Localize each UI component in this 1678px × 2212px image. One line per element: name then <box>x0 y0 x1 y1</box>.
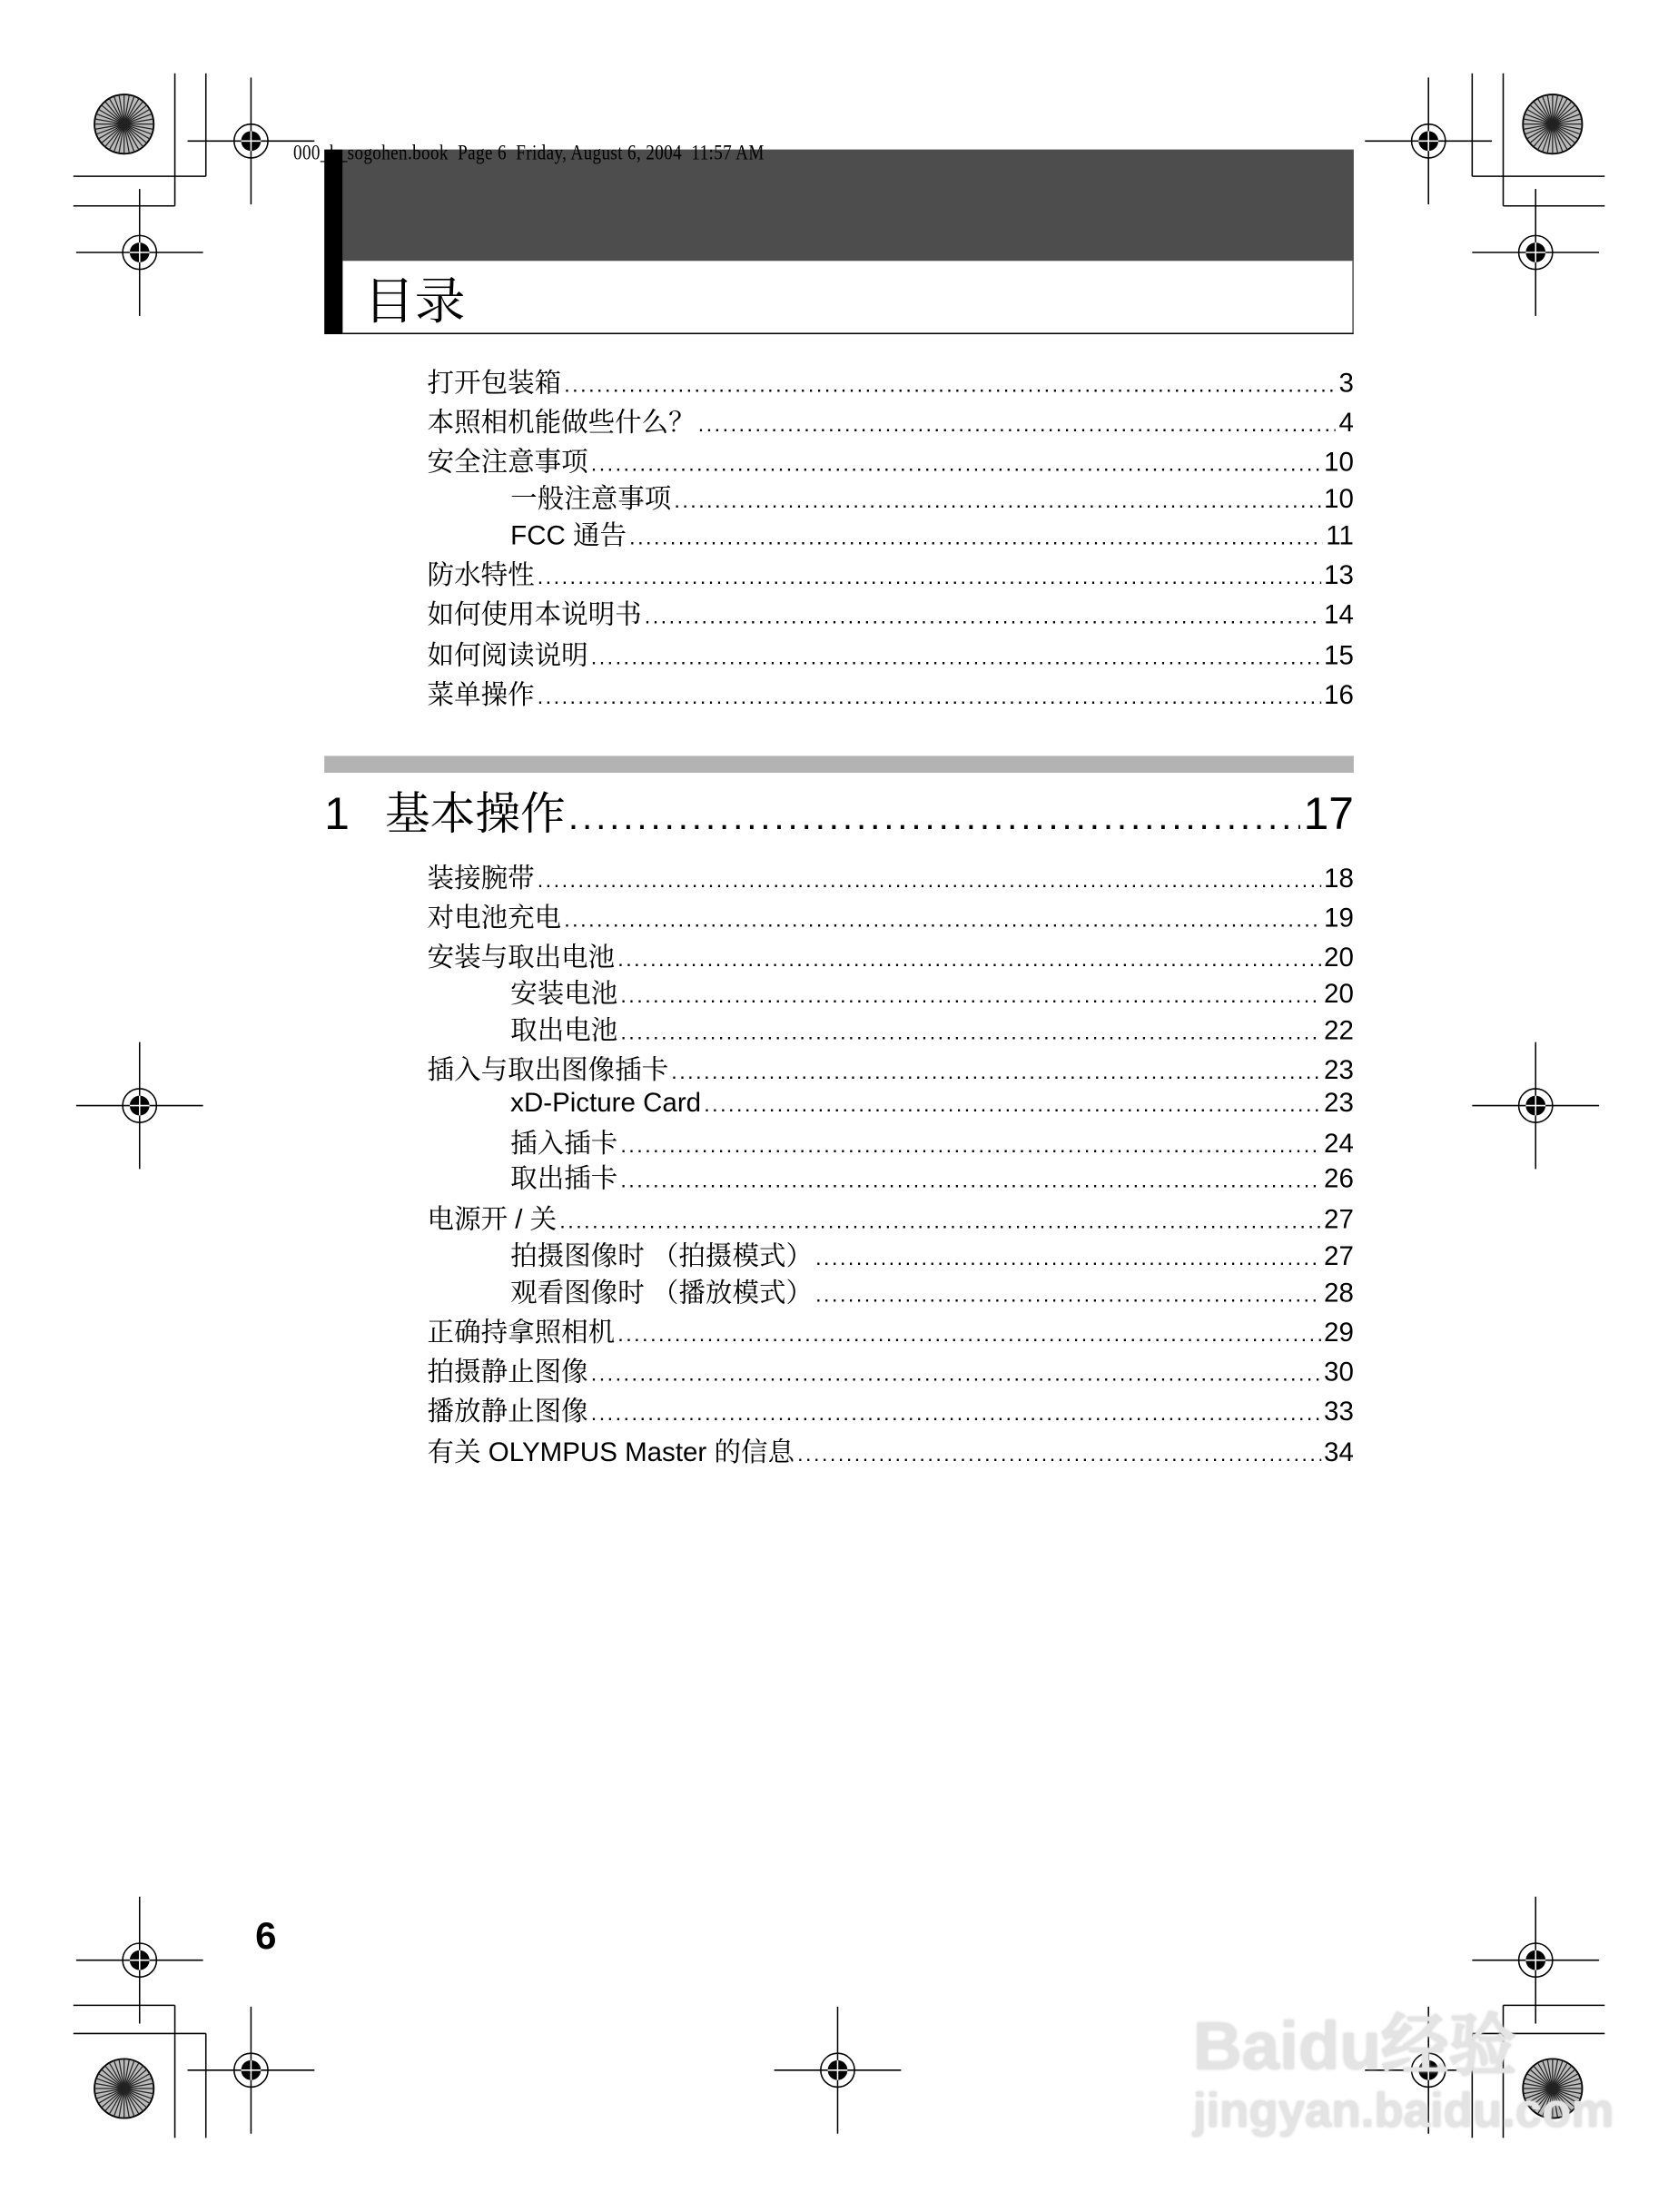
toc-entry-label: 安装电池 <box>510 980 618 1010</box>
toc-entry[interactable] <box>428 561 1354 592</box>
toc-entry[interactable] <box>510 1017 1354 1048</box>
crosshair-mark-icon <box>76 189 203 316</box>
toc-entry-label: 正确持拿照相机 <box>427 1318 616 1348</box>
toc-entry[interactable] <box>510 1165 1354 1196</box>
crosshair-mark-icon <box>1472 189 1599 316</box>
toc-entry-label: 取出插卡 <box>510 1164 618 1195</box>
toc-entry-label: xD-Picture Card <box>510 1088 702 1119</box>
toc-entry-page: 15 <box>1324 641 1354 672</box>
dot-leader <box>629 523 1323 554</box>
dot-leader <box>564 905 1321 936</box>
toc-entry-page: 16 <box>1324 681 1354 711</box>
dot-leader <box>815 1280 1321 1311</box>
toc-entry-label: 安装与取出电池 <box>427 943 616 973</box>
toc-entry-page: 33 <box>1324 1397 1354 1427</box>
toc-entry-page: 30 <box>1324 1358 1354 1388</box>
toc-entry-page: 20 <box>1324 980 1354 1010</box>
dot-leader <box>620 1131 1321 1162</box>
toc-entry-page: 27 <box>1324 1242 1354 1272</box>
toc-entry-label: 拍摄静止图像 <box>427 1358 588 1388</box>
dot-leader <box>559 1207 1321 1238</box>
dot-leader <box>671 1058 1321 1089</box>
toc-entry[interactable] <box>428 642 1354 673</box>
toc-entry-label: 取出电池 <box>510 1016 618 1047</box>
toc-entry[interactable] <box>428 1438 1354 1469</box>
dot-leader <box>620 1018 1321 1049</box>
toc-entry-page: 4 <box>1338 409 1354 439</box>
toc-entry[interactable] <box>510 1242 1354 1273</box>
starburst-target-icon <box>94 94 153 153</box>
toc-entry-page: 24 <box>1324 1129 1354 1160</box>
toc-entry[interactable] <box>510 485 1354 516</box>
toc-entry[interactable] <box>510 522 1354 553</box>
toc-entry-label: 菜单操作 <box>427 681 535 711</box>
toc-entry-page: 22 <box>1324 1016 1354 1047</box>
toc-entry-page: 3 <box>1338 369 1354 400</box>
toc-entry-page: 11 <box>1326 521 1354 552</box>
toc-entry[interactable] <box>428 601 1354 632</box>
toc-entry[interactable] <box>428 1318 1354 1349</box>
toc-entry-label: 电源开 / 关 <box>427 1205 558 1236</box>
toc-entry[interactable] <box>510 980 1354 1011</box>
toc-entry-label: 一般注意事项 <box>510 485 672 515</box>
toc-entry-label: 播放静止图像 <box>427 1397 588 1427</box>
toc-entry[interactable] <box>428 449 1354 479</box>
toc-entry-page: 27 <box>1324 1205 1354 1236</box>
dot-leader <box>620 982 1321 1012</box>
dot-leader <box>538 683 1321 714</box>
toc-entry[interactable] <box>428 904 1354 934</box>
chapter-number: 1 <box>324 788 350 840</box>
page-title: 目录 <box>363 272 466 331</box>
toc-entry-page: 23 <box>1324 1088 1354 1119</box>
dot-leader <box>704 1090 1321 1121</box>
crosshair-mark-icon <box>76 1042 203 1170</box>
toc-entry[interactable] <box>428 943 1354 974</box>
toc-entry-page: 26 <box>1324 1164 1354 1195</box>
dot-leader <box>620 1166 1321 1197</box>
toc-entry[interactable] <box>428 409 1354 439</box>
toc-entry-page: 14 <box>1324 600 1354 631</box>
toc-entry[interactable] <box>428 370 1354 400</box>
dot-leader <box>617 1320 1321 1351</box>
print-slug-line: 000_k_sogohen.book Page 6 Friday, August 6, 2004 11:57 AM <box>293 142 765 165</box>
toc-entry[interactable] <box>428 681 1354 712</box>
dot-leader <box>591 643 1321 674</box>
chapter-page: 17 <box>1303 788 1354 840</box>
toc-entry-page: 19 <box>1324 904 1354 934</box>
crosshair-mark-icon <box>1472 1042 1599 1170</box>
chapter-heading[interactable] <box>324 787 1354 844</box>
dot-leader <box>538 563 1321 594</box>
toc-entry-label: 装接腕带 <box>427 864 535 894</box>
crosshair-mark-icon <box>76 1897 203 2024</box>
toc-entry-label: 本照相机能做些什么？ <box>427 409 696 439</box>
dot-leader <box>797 1440 1321 1471</box>
toc-entry-label: 观看图像时 （播放模式） <box>510 1279 813 1309</box>
toc-entry[interactable] <box>428 864 1354 895</box>
watermark-brand: Baidu经验 <box>1192 2010 1517 2085</box>
dot-leader <box>564 370 1336 401</box>
toc-entry-label: 如何使用本说明书 <box>427 600 642 631</box>
toc-entry-page: 29 <box>1324 1318 1354 1348</box>
toc-entry-label: 有关 OLYMPUS Master 的信息 <box>427 1438 795 1468</box>
dot-leader <box>815 1244 1321 1275</box>
toc-entry[interactable] <box>428 1206 1354 1237</box>
toc-entry-label: 安全注意事项 <box>427 448 588 479</box>
toc-entry-page: 28 <box>1324 1279 1354 1309</box>
toc-entry-page: 20 <box>1324 943 1354 973</box>
toc-entry[interactable] <box>428 1056 1354 1087</box>
toc-entry-label: 如何阅读说明 <box>427 641 588 672</box>
toc-entry-page: 10 <box>1324 485 1354 515</box>
chapter-rule <box>324 755 1354 773</box>
chapter-label: 基本操作 <box>384 788 566 840</box>
toc-entry-label: 打开包装箱 <box>427 369 562 400</box>
toc-entry-label: 防水特性 <box>427 561 535 591</box>
toc-entry[interactable] <box>510 1279 1354 1310</box>
dot-leader <box>674 487 1321 518</box>
dot-leader <box>591 449 1321 480</box>
watermark-url: jingyan.baidu.com <box>1192 2084 1614 2138</box>
toc-entry[interactable] <box>428 1397 1354 1428</box>
dot-leader <box>591 1399 1321 1430</box>
page-number: 6 <box>255 1914 277 1958</box>
toc-entry[interactable] <box>510 1089 1354 1120</box>
toc-entry-page: 34 <box>1324 1438 1354 1468</box>
toc-entry-label: 对电池充电 <box>427 904 562 934</box>
toc-entry[interactable] <box>510 1130 1354 1160</box>
toc-entry-page: 10 <box>1324 448 1354 479</box>
starburst-target-icon <box>94 2059 153 2118</box>
toc-entry-label: 插入与取出图像插卡 <box>427 1056 669 1086</box>
dot-leader <box>617 945 1321 976</box>
dot-leader <box>538 866 1321 897</box>
crosshair-mark-icon <box>775 2007 902 2134</box>
toc-entry[interactable] <box>428 1358 1354 1389</box>
dot-leader <box>591 1359 1321 1390</box>
toc-entry-page: 23 <box>1324 1056 1354 1086</box>
title-box <box>342 261 1354 334</box>
dot-leader <box>645 602 1321 633</box>
dot-leader <box>568 790 1301 844</box>
toc-entry-label: FCC 通告 <box>510 521 627 552</box>
starburst-target-icon <box>1523 94 1582 153</box>
toc-entry-page: 18 <box>1324 864 1354 894</box>
toc-entry-page: 13 <box>1324 561 1354 591</box>
header-accent-bar <box>324 150 342 334</box>
dot-leader <box>698 410 1337 441</box>
toc-entry-label: 拍摄图像时 （拍摄模式） <box>510 1242 813 1272</box>
toc-entry-label: 插入插卡 <box>510 1129 618 1160</box>
